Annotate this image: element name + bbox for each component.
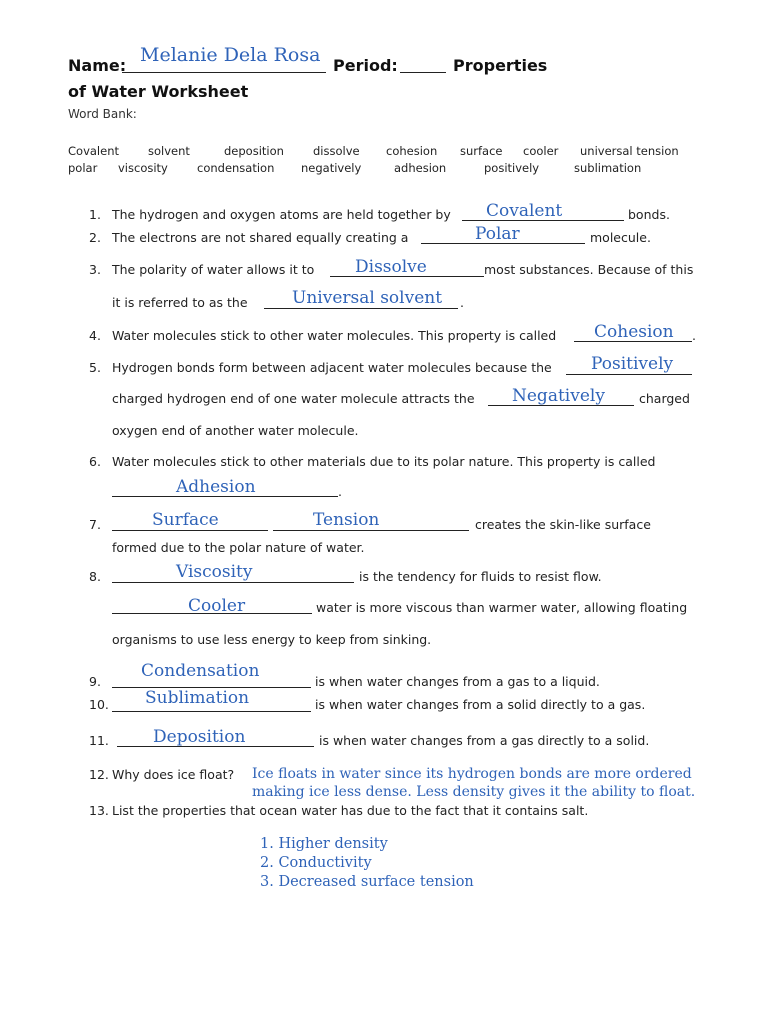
q7-number: 7. bbox=[89, 517, 101, 532]
q8-answer[interactable]: Viscosity bbox=[176, 562, 253, 582]
word-bank-item: dissolve bbox=[313, 144, 360, 158]
q5-line2-post: charged bbox=[639, 391, 690, 406]
q1-post: bonds. bbox=[628, 207, 670, 222]
q3-line2: it is referred to as the bbox=[112, 295, 248, 310]
q12-text: Why does ice float? bbox=[112, 767, 235, 782]
q8-line3: organisms to use less energy to keep from sinking. bbox=[112, 632, 432, 647]
q6-number: 6. bbox=[89, 454, 101, 469]
q1-number: 1. bbox=[89, 207, 101, 222]
q3-blank2[interactable] bbox=[264, 308, 458, 309]
word-bank-item: surface bbox=[460, 144, 503, 158]
q8-post: is the tendency for fluids to resist flow. bbox=[359, 569, 602, 584]
q13-answer-item[interactable]: 1. Higher density bbox=[260, 836, 388, 852]
q13-number: 13. bbox=[89, 803, 109, 818]
q11-answer[interactable]: Deposition bbox=[153, 727, 246, 747]
q9-number: 9. bbox=[89, 674, 101, 689]
word-bank-item: polar bbox=[68, 161, 98, 175]
word-bank-item: Covalent bbox=[68, 144, 119, 158]
q1-answer[interactable]: Covalent bbox=[486, 201, 563, 221]
word-bank-item: cooler bbox=[523, 144, 559, 158]
q10-blank[interactable] bbox=[112, 711, 311, 712]
word-bank-item: positively bbox=[484, 161, 540, 175]
q13-answers[interactable] bbox=[260, 835, 474, 892]
q3-answer2[interactable]: Universal solvent bbox=[292, 288, 443, 308]
name-label: Name: bbox=[68, 56, 127, 75]
q4-number: 4. bbox=[89, 328, 101, 343]
q3-line2-post: . bbox=[460, 295, 464, 310]
q5-answer[interactable]: Positively bbox=[591, 354, 674, 374]
word-bank-item: solvent bbox=[148, 144, 190, 158]
q4-text: Water molecules stick to other water molecules. This property is called bbox=[112, 328, 557, 343]
q7-answer[interactable]: Surface bbox=[152, 510, 219, 530]
title-part1: Properties bbox=[453, 56, 548, 75]
q10-post: is when water changes from a solid directly to a gas. bbox=[315, 697, 646, 712]
word-bank-label: Word Bank: bbox=[68, 107, 137, 121]
q13-answer-item[interactable]: 3. Decreased surface tension bbox=[260, 874, 474, 890]
q2-answer[interactable]: Polar bbox=[475, 224, 520, 244]
word-bank-item: deposition bbox=[224, 144, 284, 158]
q7-answer2[interactable]: Tension bbox=[313, 510, 380, 530]
word-bank-item: viscosity bbox=[118, 161, 168, 175]
q8-number: 8. bbox=[89, 569, 101, 584]
q6-text: Water molecules stick to other materials due to its polar nature. This property is called bbox=[112, 454, 656, 469]
q12-number: 12. bbox=[89, 767, 109, 782]
q5-text: Hydrogen bonds form between adjacent water molecules because the bbox=[112, 360, 552, 375]
q1-text: The hydrogen and oxygen atoms are held together by bbox=[112, 207, 451, 222]
q7-blank1[interactable] bbox=[112, 530, 268, 531]
q2-post: molecule. bbox=[590, 230, 651, 245]
word-bank-item: cohesion bbox=[386, 144, 438, 158]
q13-answer-item[interactable]: 2. Conductivity bbox=[260, 855, 372, 871]
q7-blank2[interactable] bbox=[273, 530, 469, 531]
q13-text: List the properties that ocean water has due to the fact that it contains salt. bbox=[112, 803, 589, 818]
q10-number: 10. bbox=[89, 697, 109, 712]
q12-answer[interactable]: Ice floats in water since its hydrogen bonds are more ordered making ice less dense. Less density gives it the ability to float. bbox=[252, 766, 696, 800]
q5-number: 5. bbox=[89, 360, 101, 375]
name-underline bbox=[122, 72, 326, 73]
q3-text: The polarity of water allows it to bbox=[112, 262, 315, 277]
q3-post: most substances. Because of this bbox=[484, 262, 694, 277]
q3-number: 3. bbox=[89, 262, 101, 277]
q5-blank[interactable] bbox=[566, 374, 692, 375]
word-bank-item: universal tension bbox=[580, 144, 679, 158]
word-bank-item: adhesion bbox=[394, 161, 447, 175]
q5-line3: oxygen end of another water molecule. bbox=[112, 423, 359, 438]
word-bank-item: condensation bbox=[197, 161, 275, 175]
q4-answer[interactable]: Cohesion bbox=[594, 322, 674, 342]
q8-line2-post: water is more viscous than warmer water, allowing floating bbox=[316, 600, 688, 615]
q10-answer[interactable]: Sublimation bbox=[145, 688, 250, 708]
title-part2: of Water Worksheet bbox=[68, 82, 249, 101]
period-underline[interactable] bbox=[400, 72, 446, 73]
q4-post: . bbox=[692, 328, 696, 343]
name-value[interactable]: Melanie Dela Rosa bbox=[140, 44, 321, 66]
q9-answer[interactable]: Condensation bbox=[141, 661, 260, 681]
q8-answer2[interactable]: Cooler bbox=[188, 596, 246, 616]
q6-answer[interactable]: Adhesion bbox=[176, 477, 256, 497]
q11-post: is when water changes from a gas directly to a solid. bbox=[319, 733, 650, 748]
q9-post: is when water changes from a gas to a liquid. bbox=[315, 674, 600, 689]
period-label: Period: bbox=[333, 56, 398, 75]
q3-answer[interactable]: Dissolve bbox=[355, 257, 427, 277]
q5-answer2[interactable]: Negatively bbox=[512, 386, 605, 406]
word-bank-item: negatively bbox=[301, 161, 362, 175]
q8-blank[interactable] bbox=[112, 582, 354, 583]
q7-post: creates the skin-like surface bbox=[475, 517, 651, 532]
q5-line2: charged hydrogen end of one water molecule attracts the bbox=[112, 391, 475, 406]
q2-text: The electrons are not shared equally creating a bbox=[112, 230, 409, 245]
q2-number: 2. bbox=[89, 230, 101, 245]
q7-line2: formed due to the polar nature of water. bbox=[112, 540, 365, 555]
word-bank-item: sublimation bbox=[574, 161, 642, 175]
q11-number: 11. bbox=[89, 733, 109, 748]
q6-post: . bbox=[338, 484, 342, 499]
